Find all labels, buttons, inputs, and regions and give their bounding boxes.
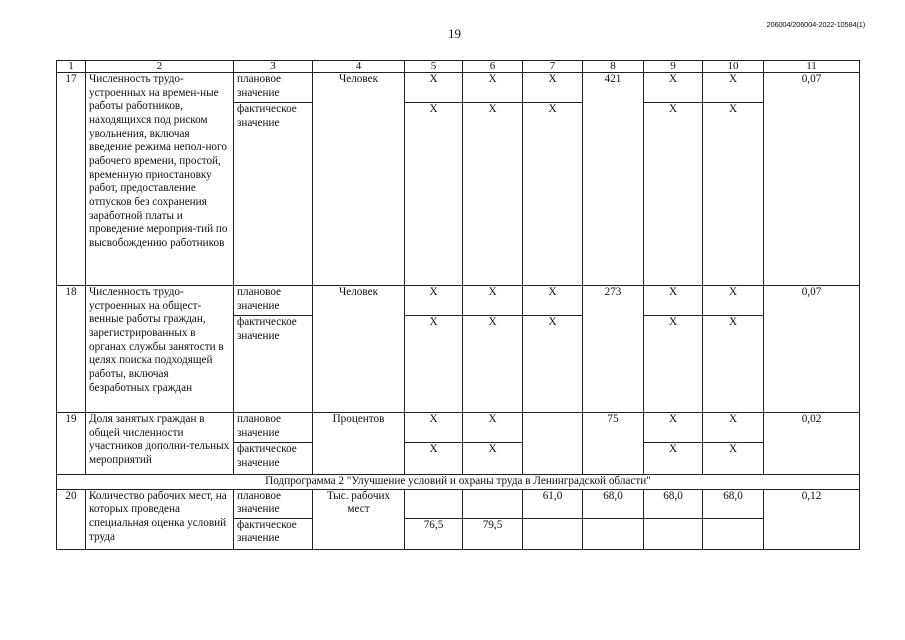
unit: Человек: [313, 286, 405, 413]
indicators-table: [56, 60, 860, 550]
col-header-4: 4: [313, 61, 405, 73]
cell-7-merged: [523, 413, 583, 475]
cell-plan-9: 68,0: [644, 489, 703, 518]
table-row: [57, 286, 860, 316]
cell-plan-7: 61,0: [523, 489, 583, 518]
cell-plan-7: Х: [523, 73, 583, 103]
col-header-2: 2: [86, 61, 234, 73]
weight: 0,12: [764, 489, 860, 549]
column-number-row: [57, 61, 860, 73]
cell-plan-5: [405, 489, 463, 518]
unit: Человек: [313, 73, 405, 286]
cell-plan-10: Х: [703, 73, 764, 103]
row-number: 17: [57, 73, 86, 286]
indicator-name: Численность трудо-устроенных на общест-венные работы граждан, зарегистрированных в органах службы занятости в целях поиска подходящей работы, включая безработных граждан: [86, 286, 234, 413]
col-header-7: 7: [523, 61, 583, 73]
cell-fact-5: 76,5: [405, 518, 463, 549]
table-row: [57, 73, 860, 103]
cell-fact-10: Х: [703, 103, 764, 286]
cell-fact-7: Х: [523, 103, 583, 286]
cell-fact-9: Х: [644, 316, 703, 413]
cell-plan-9: Х: [644, 286, 703, 316]
cell-fact-10: Х: [703, 316, 764, 413]
cell-plan-6: Х: [463, 286, 523, 316]
col-header-3: 3: [234, 61, 313, 73]
cell-fact-10: Х: [703, 443, 764, 475]
col-header-11: 11: [764, 61, 860, 73]
fact-label: фактическое значение: [234, 316, 313, 413]
cell-fact-5: Х: [405, 316, 463, 413]
cell-plan-6: [463, 489, 523, 518]
weight: 0,07: [764, 286, 860, 413]
col-header-5: 5: [405, 61, 463, 73]
plan-label: плановое значение: [234, 286, 313, 316]
indicator-name: Количество рабочих мест, на которых проведена специальная оценка условий труда: [86, 489, 234, 549]
cell-fact-9: Х: [644, 443, 703, 475]
cell-plan-9: Х: [644, 73, 703, 103]
cell-plan-10: Х: [703, 413, 764, 443]
cell-fact-9: [644, 518, 703, 549]
row-number: 19: [57, 413, 86, 475]
cell-plan-7: Х: [523, 286, 583, 316]
cell-fact-6: Х: [463, 103, 523, 286]
table-row: [57, 489, 860, 518]
subprogram-title: Подпрограмма 2 "Улучшение условий и охраны труда в Ленинградской области": [57, 475, 860, 490]
fact-label: фактическое значение: [234, 518, 313, 549]
col-header-10: 10: [703, 61, 764, 73]
col-header-9: 9: [644, 61, 703, 73]
cell-fact-7: [523, 518, 583, 549]
plan-label: плановое значение: [234, 413, 313, 443]
cell-fact-5: Х: [405, 443, 463, 475]
cell-plan-5: Х: [405, 413, 463, 443]
cell-fact-6: Х: [463, 443, 523, 475]
col-header-1: 1: [57, 61, 86, 73]
cell-fact-6: 79,5: [463, 518, 523, 549]
cell-plan-8: 75: [583, 413, 644, 475]
cell-fact-8: [583, 518, 644, 549]
table-row: [57, 413, 860, 443]
row-number: 20: [57, 489, 86, 549]
cell-plan-8: 68,0: [583, 489, 644, 518]
cell-plan-5: Х: [405, 286, 463, 316]
cell-plan-8: 421: [583, 73, 644, 286]
cell-plan-5: Х: [405, 73, 463, 103]
cell-fact-10: [703, 518, 764, 549]
weight: 0,02: [764, 413, 860, 475]
document-id: 206004/206004-2022-10584(1): [766, 20, 865, 29]
unit: Тыс. рабочих мест: [313, 489, 405, 549]
page-number: 19: [448, 26, 461, 41]
cell-fact-9: Х: [644, 103, 703, 286]
cell-plan-10: Х: [703, 286, 764, 316]
cell-plan-10: 68,0: [703, 489, 764, 518]
unit: Процентов: [313, 413, 405, 475]
col-header-8: 8: [583, 61, 644, 73]
cell-plan-6: Х: [463, 413, 523, 443]
subprogram-row: [57, 475, 860, 490]
cell-plan-9: Х: [644, 413, 703, 443]
plan-label: плановое значение: [234, 73, 313, 103]
cell-fact-5: Х: [405, 103, 463, 286]
cell-fact-7: Х: [523, 316, 583, 413]
col-header-6: 6: [463, 61, 523, 73]
row-number: 18: [57, 286, 86, 413]
weight: 0,07: [764, 73, 860, 286]
indicator-name: Численность трудо-устроенных на времен-ные работы работников, находящихся под риском увольнения, включая введение режима непол-ного рабочего времени, простой, временную приостановку работ, предоставление отпусков без сохранения заработной платы и проведение мероприя-тий по высвобождению работников: [86, 73, 234, 286]
indicator-name: Доля занятых граждан в общей численности участников дополни-тельных мероприятий: [86, 413, 234, 475]
cell-plan-6: Х: [463, 73, 523, 103]
plan-label: плановое значение: [234, 489, 313, 518]
cell-fact-6: Х: [463, 316, 523, 413]
fact-label: фактическое значение: [234, 103, 313, 286]
fact-label: фактическое значение: [234, 443, 313, 475]
cell-plan-8: 273: [583, 286, 644, 413]
